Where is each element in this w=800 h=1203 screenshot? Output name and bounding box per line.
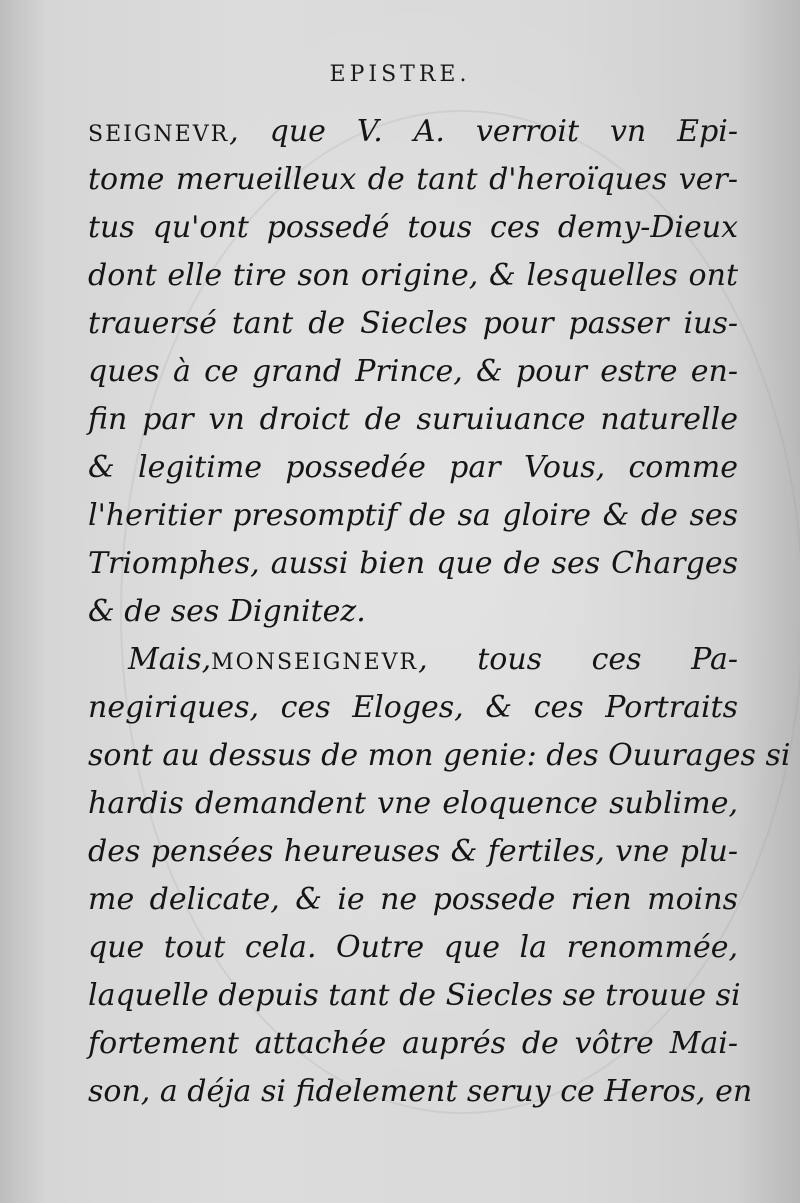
text-line: tus qu'ont possedé tous ces demy-Dieux — [88, 210, 738, 245]
text-line: hardis demandent vne eloquence sublime, — [88, 786, 738, 821]
running-head: EPISTRE. — [329, 62, 471, 87]
text-line: dont elle tire son origine, & lesquelles ont — [88, 258, 738, 293]
text-line: des pensées heureuses & fertiles, vne plu- — [88, 834, 738, 869]
text-line: son, a déja si fidelement seruy ce Heros, en — [88, 1074, 753, 1109]
text-line: sont au dessus de mon genie: des Ouurages si — [88, 738, 791, 773]
text-line: me delicate, & ie ne possede rien moins — [88, 882, 738, 917]
text-line: fortement attachée auprés de vôtre Mai- — [88, 1026, 738, 1061]
text-line: trauersé tant de Siecles pour passer ius- — [88, 306, 738, 341]
text-line: laquelle depuis tant de Siecles se trouue si — [88, 978, 741, 1013]
small-caps-word: MONSEIGNEVR — [211, 650, 419, 675]
text-line: & de ses Dignitez. — [88, 594, 366, 629]
text-line: Mais,MONSEIGNEVR, tous ces Pa- — [128, 642, 738, 677]
body-text — [88, 108, 791, 1116]
small-caps-word: SEIGNEVR — [88, 122, 230, 147]
text-line: ques à ce grand Prince, & pour estre en- — [88, 354, 738, 389]
text-line: que tout cela. Outre que la renommée, — [88, 930, 738, 965]
text-line: Triomphes, aussi bien que de ses Charges — [88, 546, 738, 581]
text-line: fin par vn droict de suruiuance naturelle — [88, 402, 738, 437]
text-line: negiriques, ces Eloges, & ces Portraits — [88, 690, 738, 725]
text-line: l'heritier presomptif de sa gloire & de ses — [88, 498, 738, 533]
text-line: & legitime possedée par Vous, comme — [88, 450, 738, 485]
text-line: tome merueilleux de tant d'heroïques ver- — [88, 162, 738, 197]
text-line: SEIGNEVR, que V. A. verroit vn Epi- — [88, 114, 738, 149]
